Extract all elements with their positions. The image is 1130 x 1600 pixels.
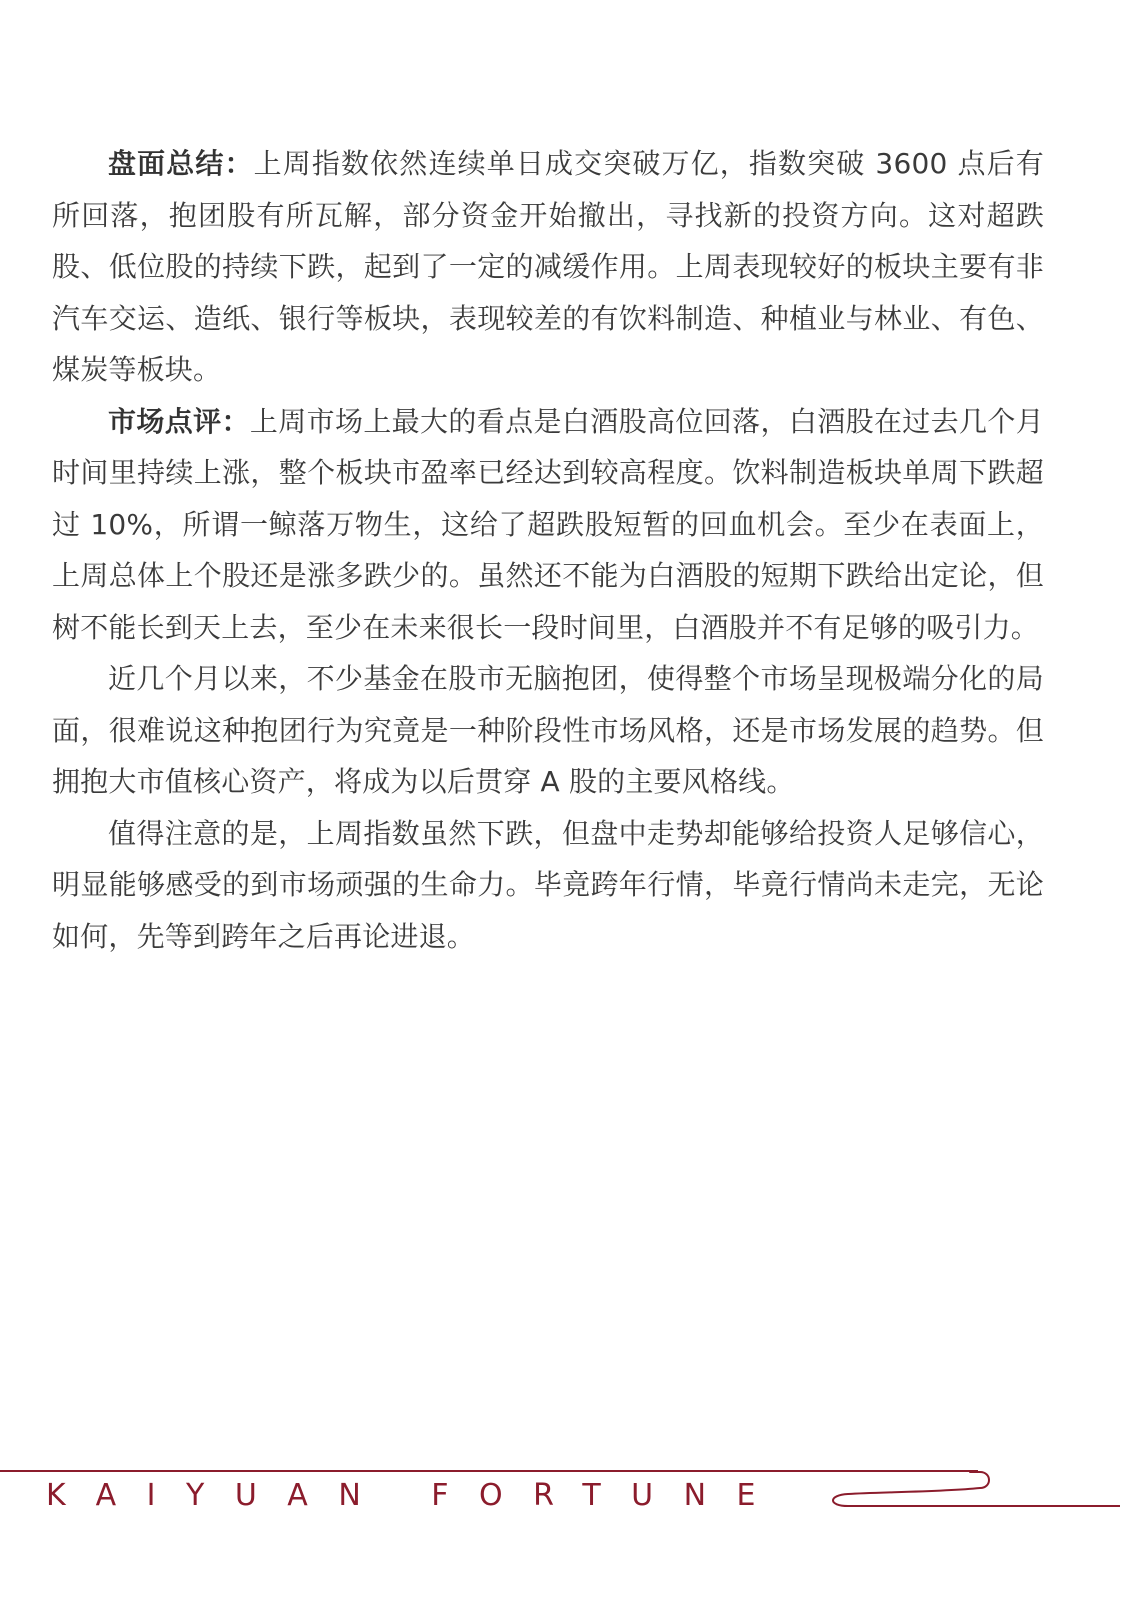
paragraph-text: 上周指数依然连续单日成交突破万亿，指数突破 3600 点后有所回落，抱团股有所瓦解，部分资金开始撤出，寻找新的投资方向。这对超跌股、低位股的持续下跌，起到了一定的减缓作用。上周表现较好的板块主要有非汽车交运、造纸、银行等板块，表现较差的有饮料制造、种植业与林业、有色、煤炭等板块。 [52,147,1044,386]
paragraph-outlook [52,808,1044,963]
footer-swoosh-decoration [820,1462,1120,1518]
footer-swoosh-path [833,1472,1120,1506]
paragraph-fund-grouping [52,653,1044,808]
page-footer [0,1462,1130,1542]
paragraph-market-comment [52,396,1044,654]
paragraph-text: 近几个月以来，不少基金在股市无脑抱团，使得整个市场呈现极端分化的局面，很难说这种抱团行为究竟是一种阶段性市场风格，还是市场发展的趋势。但拥抱大市值核心资产，将成为以后贯穿 A 股的主要风格线。 [52,662,1044,798]
paragraph-text: 值得注意的是，上周指数虽然下跌，但盘中走势却能够给投资人足够信心，明显能够感受的到市场顽强的生命力。毕竟跨年行情，毕竟行情尚未走完，无论如何，先等到跨年之后再论进退。 [52,816,1044,953]
article-body [52,138,1044,962]
paragraph-text: 上周市场上最大的看点是白酒股高位回落，白酒股在过去几个月时间里持续上涨，整个板块市盈率已经达到较高程度。饮料制造板块单周下跌超过 10%，所谓一鲸落万物生，这给了超跌股短暂的回血机会。至少在表面上，上周总体上个股还是涨多跌少的。虽然还不能为白酒股的短期下跌给出定论，但树不能长到天上去，至少在未来很长一段时间里，白酒股并不有足够的吸引力。 [52,404,1044,644]
paragraph-lead: 盘面总结： [108,147,254,180]
paragraph-lead: 市场点评： [108,404,250,438]
footer-brand-text: KAIYUAN FORTUNE [46,1478,787,1513]
paragraph-market-summary [52,138,1044,396]
